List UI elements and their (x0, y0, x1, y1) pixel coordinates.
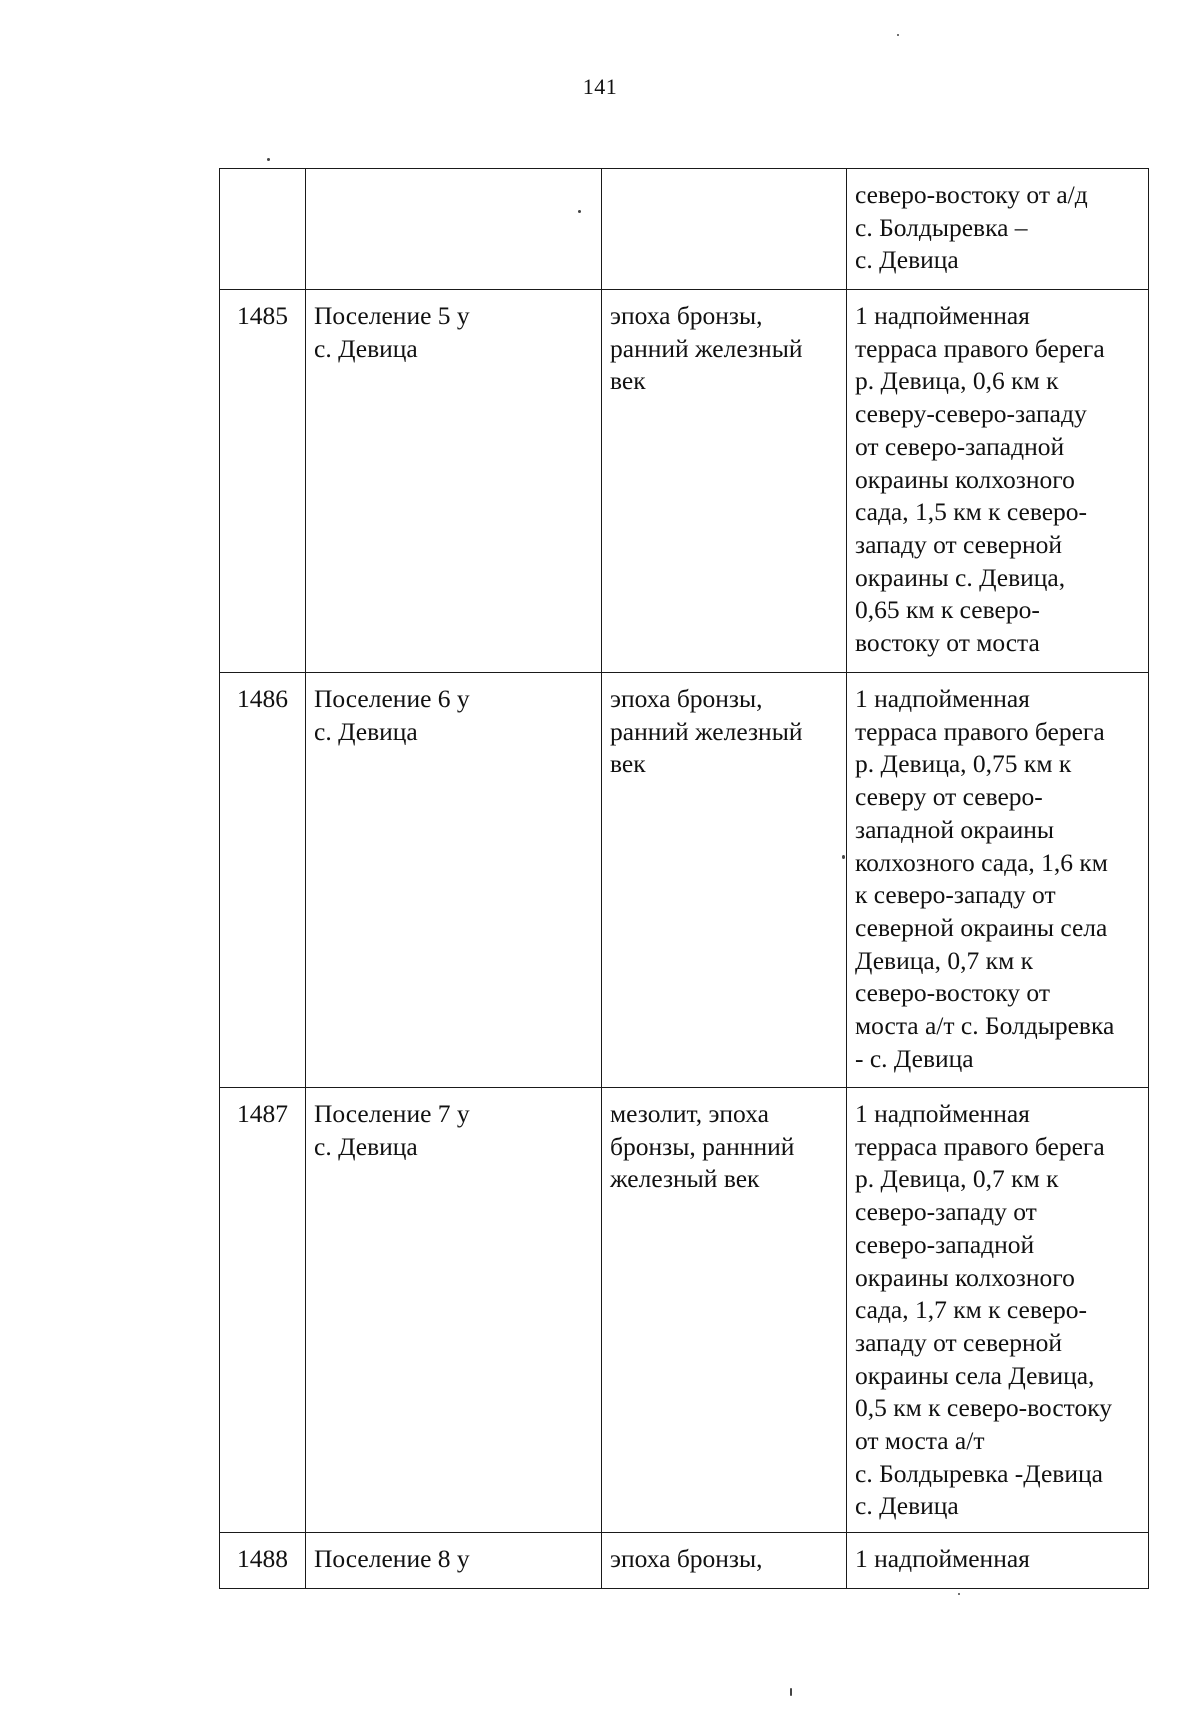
object-location-line: западной окраины (855, 814, 1055, 844)
object-location-line: окраины колхозного (855, 1262, 1075, 1292)
object-name-cell (306, 1533, 602, 1589)
object-period-line: век (610, 749, 646, 779)
object-location-line: сада, 1,5 км к северо- (855, 497, 1088, 527)
object-location-line: - с. Девица (855, 1043, 974, 1073)
scan-speck (267, 158, 270, 161)
object-name-line: Поселение 5 у (314, 301, 470, 330)
scan-speck (842, 855, 845, 859)
object-period-line: эпоха бронзы, (610, 684, 763, 713)
object-name-cell (306, 290, 602, 673)
object-location-line: р. Девица, 0,6 км к (855, 366, 1059, 396)
object-location-cell (847, 1533, 1149, 1589)
heritage-registry-table (219, 168, 1149, 1589)
object-number-cell (220, 290, 306, 673)
scan-speck (897, 34, 899, 36)
object-location-line: терраса правого берега (855, 1131, 1105, 1161)
object-location-line: с. Девица (855, 1491, 959, 1521)
object-location-line: северо-востоку от а/д (855, 180, 1088, 209)
object-location-line: колхозного сада, 1,6 км (855, 847, 1108, 877)
object-location-line: северной окраины села (855, 912, 1108, 942)
object-location-cell (847, 673, 1149, 1088)
object-location-line: окраины колхозного (855, 464, 1075, 494)
object-period-line: мезолит, эпоха (610, 1099, 769, 1128)
object-location-line: терраса правого берега (855, 716, 1105, 746)
object-location-line: р. Девица, 0,75 км к (855, 749, 1072, 779)
object-location-line: северо-востоку от (855, 978, 1050, 1008)
object-location-line: северу-северо-западу (855, 399, 1087, 429)
object-period-cell (602, 673, 847, 1088)
object-number: 1486 (237, 684, 288, 713)
object-location-line: востоку от моста (855, 628, 1040, 658)
object-period-cell (602, 1088, 847, 1533)
object-location-line: 1 надпойменная (855, 1544, 1030, 1573)
object-location-line: с. Болдыревка -Девица (855, 1458, 1103, 1488)
object-location-line: моста а/т с. Болдыревка (855, 1011, 1115, 1041)
table-row (220, 290, 1149, 673)
object-period-line: ранний железный (610, 333, 803, 363)
object-period-line: век (610, 366, 646, 396)
object-period-line: эпоха бронзы, (610, 301, 763, 330)
object-number: 1487 (237, 1099, 288, 1128)
object-location-line: 1 надпойменная (855, 1099, 1030, 1128)
object-location-cell (847, 1088, 1149, 1533)
scan-speck (958, 1593, 960, 1595)
object-name-cell (306, 169, 602, 290)
table-row (220, 1533, 1149, 1589)
scan-speck (578, 210, 581, 213)
object-period-line: железный век (610, 1164, 760, 1194)
object-location-line: окраины села Девица, (855, 1360, 1095, 1390)
object-location-line: р. Девица, 0,7 км к (855, 1164, 1059, 1194)
object-period-line: бронзы, раннний (610, 1131, 795, 1161)
object-location-line: 0,65 км к северо- (855, 595, 1040, 625)
object-period-line: ранний железный (610, 716, 803, 746)
object-location-line: от северо-западной (855, 431, 1065, 461)
object-location-line: 1 надпойменная (855, 301, 1030, 330)
object-name-line: с. Девица (314, 716, 418, 746)
object-location-line: северо-западу от (855, 1197, 1037, 1227)
object-location-line: 0,5 км к северо-востоку (855, 1393, 1112, 1423)
object-number-cell (220, 1088, 306, 1533)
object-period-cell (602, 290, 847, 673)
object-name-line: Поселение 8 у (314, 1544, 470, 1573)
object-period-cell (602, 1533, 847, 1589)
page-number: 141 (582, 74, 618, 99)
object-period-line: эпоха бронзы, (610, 1544, 763, 1573)
object-period-cell (602, 169, 847, 290)
object-location-line: северу от северо- (855, 782, 1043, 812)
object-number: 1488 (237, 1544, 288, 1573)
object-location-line: окраины с. Девица, (855, 562, 1066, 592)
object-number-cell (220, 1533, 306, 1589)
object-location-cell (847, 169, 1149, 290)
object-location-line: сада, 1,7 км к северо- (855, 1295, 1088, 1325)
object-number-cell (220, 673, 306, 1088)
object-name-line: Поселение 6 у (314, 684, 470, 713)
object-location-line: западу от северной (855, 529, 1063, 559)
object-number-cell (220, 169, 306, 290)
object-location-line: от моста а/т (855, 1426, 985, 1456)
object-location-line: 1 надпойменная (855, 684, 1030, 713)
object-number: 1485 (237, 301, 288, 330)
object-location-line: западу от северной (855, 1327, 1063, 1357)
object-location-line: с. Девица (855, 245, 959, 275)
object-name-line: с. Девица (314, 1131, 418, 1161)
object-name-cell (306, 673, 602, 1088)
object-name-cell (306, 1088, 602, 1533)
object-name-line: с. Девица (314, 333, 418, 363)
object-location-cell (847, 290, 1149, 673)
object-location-line: терраса правого берега (855, 333, 1105, 363)
object-location-line: северо-западной (855, 1229, 1035, 1259)
object-location-line: Девица, 0,7 км к (855, 945, 1033, 975)
scan-speck (790, 1688, 792, 1696)
object-location-line: с. Болдыревка – (855, 212, 1028, 242)
table-row (220, 169, 1149, 290)
object-location-line: к северо-западу от (855, 880, 1056, 910)
object-name-line: Поселение 7 у (314, 1099, 470, 1128)
table-body (220, 169, 1149, 1589)
table-row (220, 673, 1149, 1088)
table-row (220, 1088, 1149, 1533)
